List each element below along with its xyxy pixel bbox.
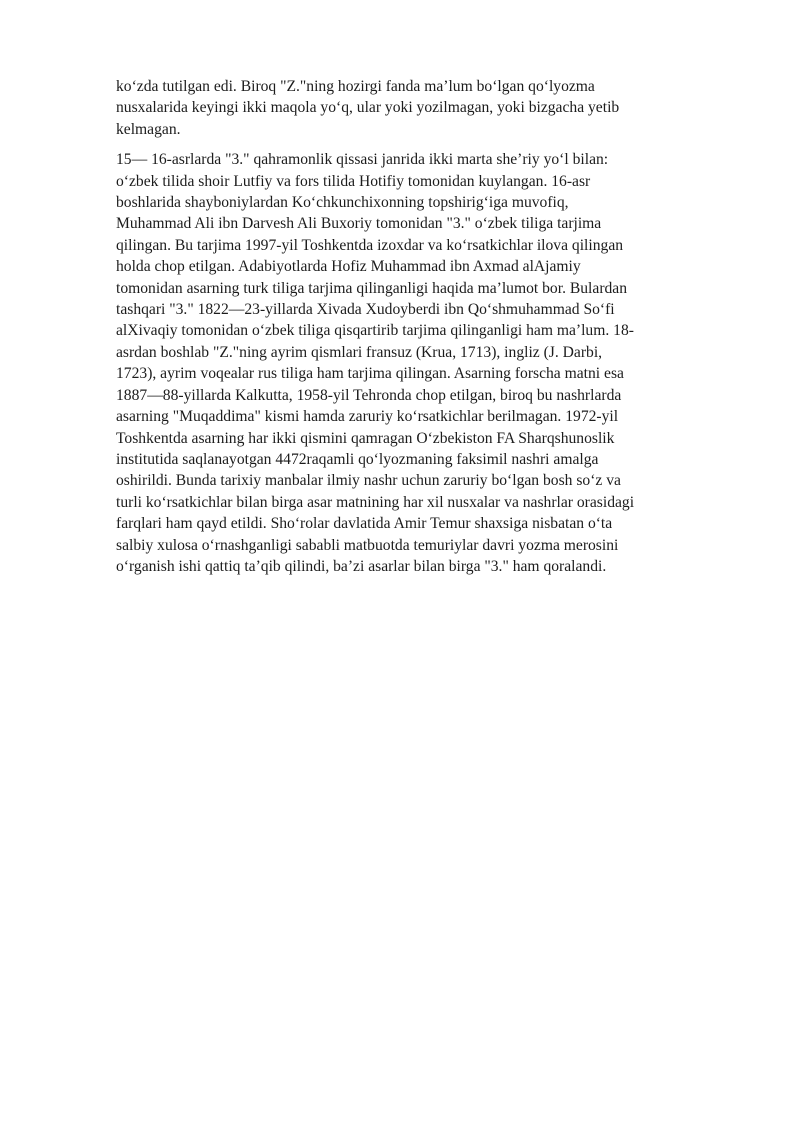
text-line: farqlari ham qayd etildi. Sho‘rolar davlatida Amir Temur shaxsiga nisbatan o‘ta: [116, 515, 613, 533]
text-line: oshirildi. Bunda tarixiy manbalar ilmiy nashr uchun zaruriy bo‘lgan bosh so‘z va: [116, 472, 621, 490]
text-line: boshlarida shayboniylardan Ko‘chkunchixonning topshirig‘iga muvofiq,: [116, 194, 569, 212]
text-line: alXivaqiy tomonidan o‘zbek tiliga qisqartirib tarjima qilinganligi ham ma’lum. 18-: [116, 322, 634, 340]
text-line: salbiy xulosa o‘rnashganligi sababli matbuotda temuriylar davri yozma merosini: [116, 536, 619, 554]
text-line: asrdan boshlab "Z."ning ayrim qismlari fransuz (Krua, 1713), ingliz (J. Darbi,: [116, 343, 603, 361]
text-line: turli ko‘rsatkichlar bilan birga asar matnining har xil nusxalar va nashrlar orasidagi: [116, 493, 635, 511]
paragraph-2: [116, 149, 716, 577]
text-line: 1887—88-yillarda Kalkutta, 1958-yil Tehronda chop etilgan, biroq bu nashrlarda: [116, 386, 622, 404]
text-line: tomonidan asarning turk tiliga tarjima qilinganligi haqida ma’lumot bor. Bulardan: [116, 279, 628, 297]
text-line: tashqari "3." 1822—23-yillarda Xivada Xudoyberdi ibn Qo‘shmuhammad So‘fi: [116, 301, 615, 319]
text-line: 1723), ayrim voqealar rus tiliga ham tarjima qilingan. Asarning forscha matni esa: [116, 365, 624, 383]
paragraph-1: [116, 76, 716, 140]
text-line: 15— 16-asrlarda "3." qahramonlik qissasi janrida ikki marta she’riy yo‘l bilan:: [116, 151, 609, 169]
text-line: o‘rganish ishi qattiq ta’qib qilindi, ba’zi asarlar bilan birga "3." ham qoralandi.: [116, 557, 607, 575]
text-line: institutida saqlanayotgan 4472raqamli qo‘lyozmaning faksimil nashri amalga: [116, 450, 599, 468]
text-line: Toshkentda asarning har ikki qismini qamragan O‘zbekiston FA Sharqshunoslik: [116, 429, 615, 447]
text-line: nusxalarida keyingi ikki maqola yo‘q, ular yoki yozilmagan, yoki bizgacha yetib: [116, 99, 620, 117]
body-text: [116, 76, 716, 577]
text-line: o‘zbek tilida shoir Lutfiy va fors tilida Hotifiy tomonidan kuylangan. 16-asr: [116, 172, 591, 190]
text-line: qilingan. Bu tarjima 1997-yil Toshkentda izoxdar va ko‘rsatkichlar ilova qilingan: [116, 236, 624, 254]
text-line: holda chop etilgan. Adabiyotlarda Hofiz Muhammad ibn Axmad alAjamiy: [116, 258, 581, 276]
text-line: kelmagan.: [116, 120, 181, 138]
text-line: Muhammad Ali ibn Darvesh Ali Buxoriy tomonidan "3." o‘zbek tiliga tarjima: [116, 215, 602, 233]
text-line: ko‘zda tutilgan edi. Biroq "Z."ning hozirgi fanda ma’lum bo‘lgan qo‘lyozma: [116, 78, 595, 95]
text-line: asarning "Muqaddima" kismi hamda zaruriy ko‘rsatkichlar berilmagan. 1972-yil: [116, 408, 619, 426]
